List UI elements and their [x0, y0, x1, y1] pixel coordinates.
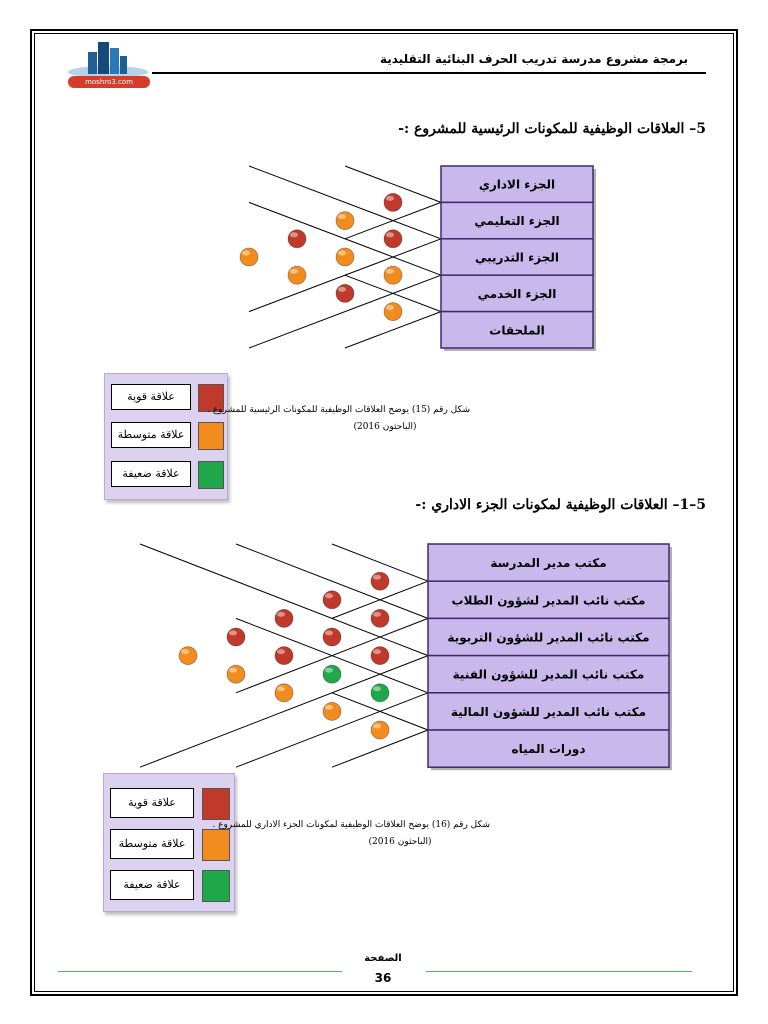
legend-label: علاقة متوسطة [111, 422, 191, 448]
relation-dot-medium [275, 684, 293, 702]
relation-dot-highlight [229, 668, 237, 673]
footer-page-number: 36 [374, 971, 392, 985]
legend-swatch-weak [202, 870, 230, 902]
relation-dot-highlight [181, 649, 189, 654]
relation-dot-highlight [373, 686, 381, 691]
grid-line [140, 544, 428, 656]
component-label: دورات المياه [511, 742, 586, 757]
legend-swatch-strong [202, 788, 230, 820]
relation-dot-strong [371, 572, 389, 590]
relation-dot-strong [275, 647, 293, 665]
relation-dot-highlight [277, 612, 285, 617]
caption-source: (الباحثون 2016) [353, 422, 417, 432]
component-label: مكتب نائب المدير للشؤون الفنية [452, 667, 645, 682]
relation-dot-highlight [277, 649, 285, 654]
component-label: الجزء التعليمي [474, 214, 560, 229]
legend-label: علاقة متوسطة [110, 829, 194, 859]
legend-label: علاقة ضعيفة [110, 870, 194, 900]
relation-dot-highlight [325, 668, 333, 673]
legend-label: علاقة قوية [111, 384, 191, 410]
component-label: الجزء الخدمي [477, 286, 557, 301]
relation-dot-strong [275, 609, 293, 627]
relation-dot-highlight [373, 649, 381, 654]
component-label: مكتب نائب المدير لشؤون الطلاب [451, 593, 646, 608]
relation-dot-highlight [373, 612, 381, 617]
relation-dot-strong [323, 628, 341, 646]
component-label: الجزء الاداري [478, 177, 556, 192]
relation-dot-strong [371, 609, 389, 627]
component-label: الملحقات [489, 323, 545, 338]
footer-rule-right [426, 971, 692, 972]
relation-dot-highlight [277, 686, 285, 691]
relation-dot-strong [323, 591, 341, 609]
component-label: مكتب مدير المدرسة [490, 556, 607, 571]
grid-line [140, 656, 428, 768]
relation-dot-highlight [229, 631, 237, 636]
relation-dot-highlight [325, 631, 333, 636]
legend-label: علاقة قوية [110, 788, 194, 818]
relation-dot-highlight [373, 575, 381, 580]
relation-dot-strong [371, 647, 389, 665]
relation-dot-medium [323, 702, 341, 720]
relation-dot-medium [227, 665, 245, 683]
relation-dot-medium [371, 721, 389, 739]
relation-dot-highlight [325, 593, 333, 598]
component-label: الجزء التدريبي [475, 250, 559, 265]
legend-label: علاقة ضعيفة [111, 461, 191, 487]
relation-dot-weak [323, 665, 341, 683]
relation-dot-medium [179, 647, 197, 665]
logo-text: moshro3.com [68, 76, 150, 88]
section1-heading: 5– العلاقات الوظيفية للمكونات الرئيسية للمشروع :- [398, 121, 706, 137]
legend-2 [103, 773, 235, 912]
caption-line: شكل رقم (15) يوضح العلاقات الوظيفية للمكونات الرئيسية للمشروع . [207, 405, 470, 415]
footer-rule-left [58, 971, 342, 972]
relation-dot-highlight [325, 705, 333, 710]
component-label: مكتب نائب المدير للشؤون التربوية [447, 630, 650, 645]
header-title: برمجة مشروع مدرسة تدريب الحرف البنائية التقليدية [380, 52, 688, 66]
figure-16-caption [212, 817, 490, 851]
footer-page-label: الصفحة [364, 953, 402, 964]
caption-source: (الباحثون 2016) [368, 837, 432, 847]
section2-heading: 5–1– العلاقات الوظيفية لمكونات الجزء الاداري :- [415, 497, 706, 513]
relation-dot-highlight [373, 724, 381, 729]
relation-dot-weak [371, 684, 389, 702]
relation-dot-strong [227, 628, 245, 646]
component-label: مكتب نائب المدير للشؤون المالية [450, 704, 647, 719]
caption-line: شكل رقم (16) يوضح العلاقات الوظيفية لمكونات الجزء الاداري للمشروع . [212, 820, 490, 830]
